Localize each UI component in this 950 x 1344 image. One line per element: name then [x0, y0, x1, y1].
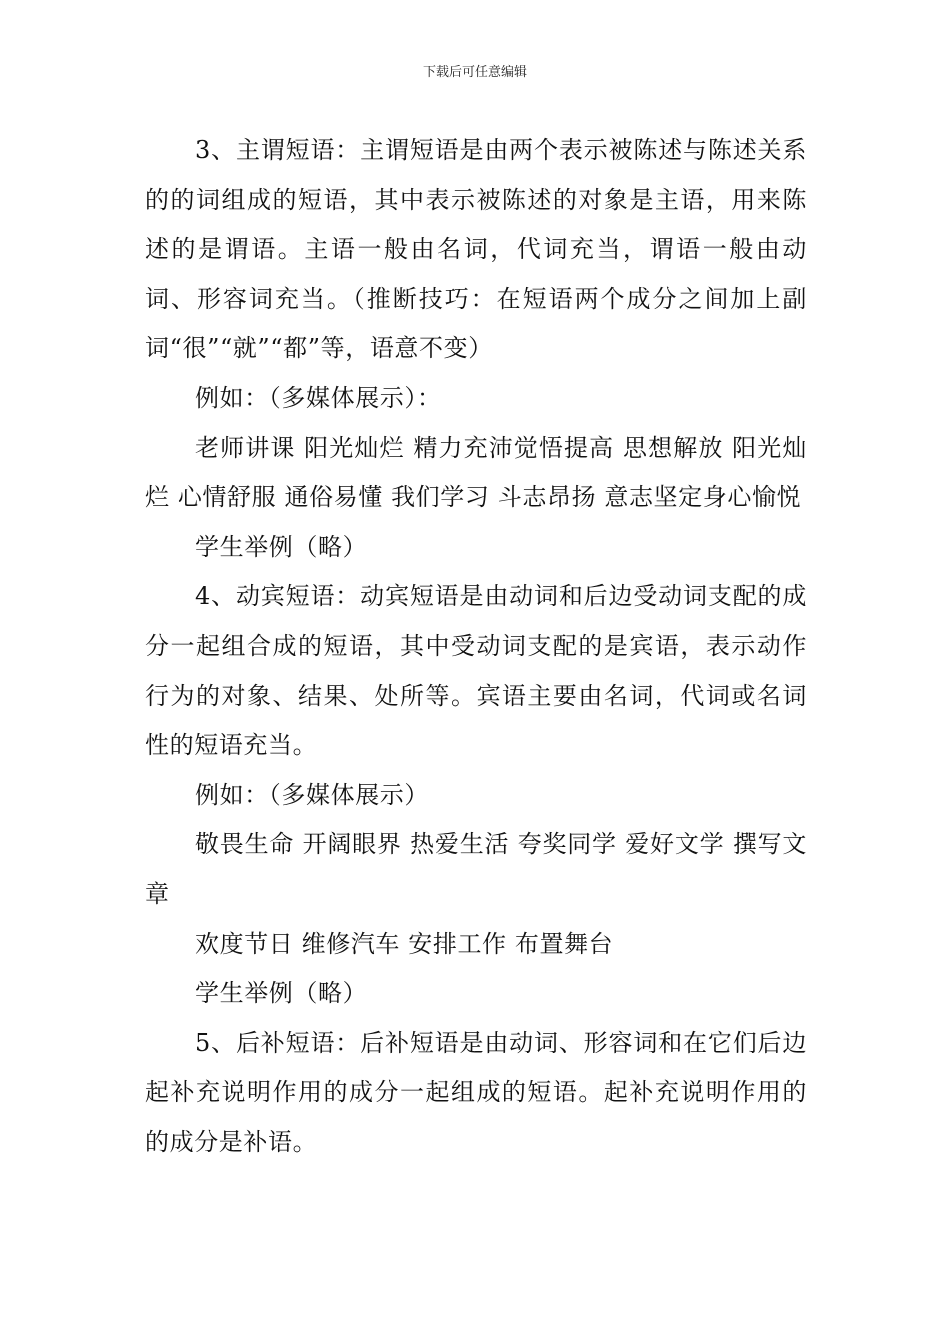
paragraph-example-label-2: 例如：（多媒体展示）	[195, 780, 429, 809]
paragraph-examples-2: 敬畏生命 开阔眼界 热爱生活 夸奖同学 爱好文学 撰写文章	[145, 830, 807, 908]
paragraph-student-examples-2: 学生举例（略）	[195, 979, 368, 1008]
paragraph-subject-predicate-definition: 3、主谓短语：主谓短语是由两个表示被陈述与陈述关系的的词组成的短语，其中表示被陈述的对象是主语，用来陈述的是谓语。主语一般由名词，代词充当，谓语一般由动词、形容词充当。（推断技巧：在短语两个成分之间加上副词“很”“就”“都”等，语意不变）	[145, 136, 807, 363]
paragraph-example-label-1: 例如：（多媒体展示）：	[195, 383, 442, 412]
paragraph-examples-3: 欢度节日 维修汽车 安排工作 布置舞台	[195, 929, 614, 958]
paragraph-examples-1: 老师讲课 阳光灿烂 精力充沛觉悟提高 思想解放 阳光灿烂 心情舒服 通俗易懂 我们学习 斗志昂扬 意志坚定身心愉悦	[145, 433, 807, 512]
paragraph-student-examples-1: 学生举例（略）	[195, 532, 368, 561]
paragraph-complement-definition: 5、后补短语：后补短语是由动词、形容词和在它们后边起补充说明作用的成分一起组成的短语。起补充说明作用的的成分是补语。	[145, 1028, 807, 1156]
page-header: 下载后可任意编辑	[422, 65, 527, 80]
document-body	[145, 126, 807, 1167]
paragraph-verb-object-definition: 4、动宾短语：动宾短语是由动词和后边受动词支配的成分一起组合成的短语，其中受动词支配的是宾语，表示动作行为的对象、结果、处所等。宾语主要由名词，代词或名词性的短语充当。	[145, 582, 807, 760]
